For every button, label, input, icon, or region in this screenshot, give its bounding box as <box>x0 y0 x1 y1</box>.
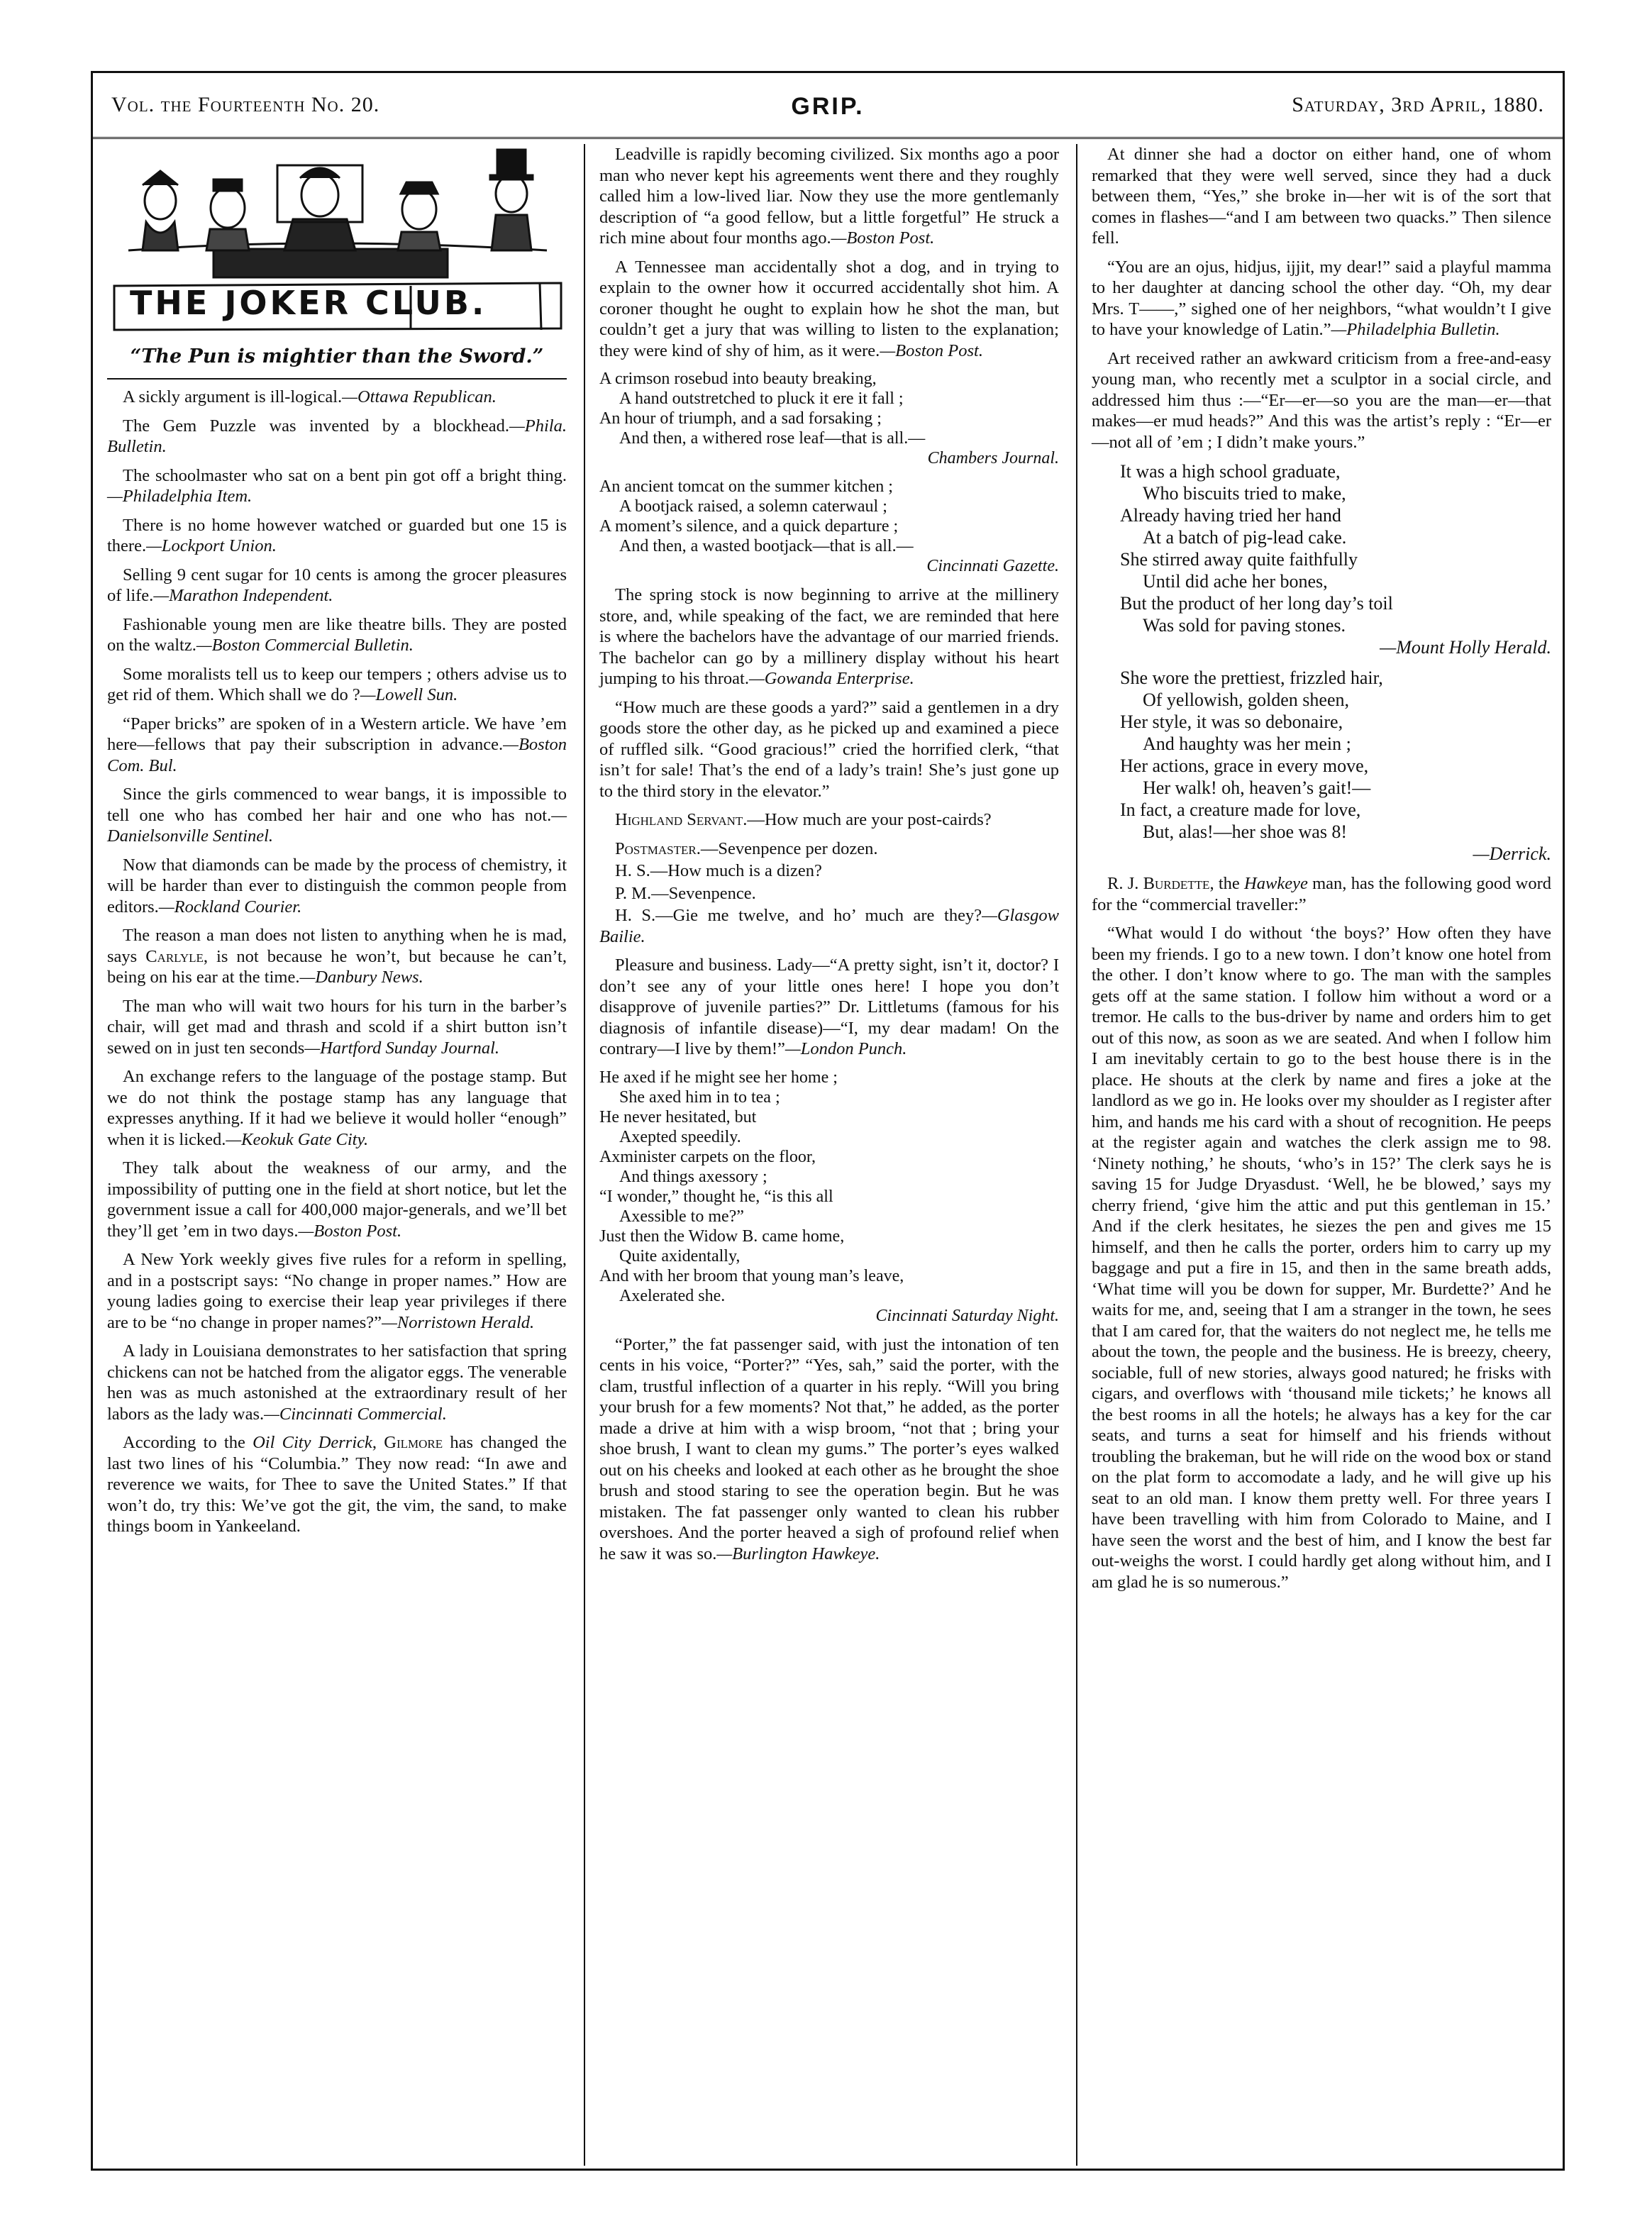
item-source: —Phila. Bulletin. <box>107 416 567 456</box>
item-source: —Gowanda Enterprise. <box>748 669 914 688</box>
verse-line: But the product of her long day’s toil <box>1120 593 1393 614</box>
page-header <box>93 73 1563 139</box>
verse-line: A bootjack raised, a solemn caterwaul ; <box>619 497 887 516</box>
verse-line: A crimson rosebud into beauty breaking, <box>599 370 877 388</box>
dialogue-line <box>599 838 1059 860</box>
item <box>107 1158 567 1241</box>
item-text: Selling 9 cent sugar for 10 cents is among the grocer pleasures of life. <box>107 565 567 605</box>
item <box>107 714 567 777</box>
verse-line: Axelerated she. <box>619 1286 726 1305</box>
issue-date: Saturday, 3rd April, 1880. <box>1292 93 1544 116</box>
verse-line: Axessible to me?” <box>619 1207 744 1226</box>
item-text: , the <box>1209 874 1245 893</box>
item <box>1092 348 1551 453</box>
item-name: Carlyle <box>145 946 204 966</box>
dialogue-line: H. S.—How much is a dizen? <box>615 861 822 880</box>
item <box>1092 144 1551 249</box>
verse-line: A hand outstretched to pluck it ere it fall ; <box>619 389 904 408</box>
verse-line: And haughty was her mein ; <box>1143 733 1351 754</box>
verse-line: Axepted speedily. <box>619 1127 741 1146</box>
item <box>1092 923 1551 1593</box>
column-2 <box>589 144 1069 2159</box>
verse-source: Chambers Journal. <box>927 449 1059 467</box>
verse-source: Cincinnati Gazette. <box>926 557 1059 575</box>
verse-line: Was sold for paving stones. <box>1143 615 1346 636</box>
item-name: Oil City Derrick <box>253 1433 372 1452</box>
item-text: Leadville is rapidly becoming civilized. Six months ago a poor man who never kept his agreements went there and they roughly called him a low-lived liar. Now they use the more gentlemanly description of “a good fellow, but a little forgetful” He struck a rich mine about four months ago. <box>599 145 1059 248</box>
item-text: has changed the last two lines of his “Columbia.” They now read: “In awe and reverence we waits, for Thee to save the United States.” If that won’t do, try this: We’ve got the git, the vim, the sand, to make things boom in Yankeeland. <box>107 1433 567 1536</box>
verse-line: Of yellowish, golden sheen, <box>1143 690 1350 710</box>
verse-line: Just then the Widow B. came home, <box>599 1226 845 1246</box>
item-text: —Sevenpence per dozen. <box>700 838 878 858</box>
item-source: —Lowell Sun. <box>360 685 458 704</box>
item-source: —Boston Post. <box>880 340 983 360</box>
item <box>599 257 1059 362</box>
item-text: The Gem Puzzle was invented by a blockhead. <box>123 416 509 436</box>
verse-line: Her style, it was so debonaire, <box>1120 711 1343 732</box>
item-text: The man who will wait two hours for his turn in the barber’s chair, will get mad and thrash and scold if a shirt button isn’t sewed on in just ten seconds <box>107 996 567 1058</box>
item-source: —Glasgow Bailie. <box>599 906 1059 946</box>
item-text: —How much are your post-cairds? <box>747 810 992 829</box>
verse-line: Quite axidentally, <box>619 1246 741 1266</box>
item-text: “How much are these goods a yard?” said a gentlemen in a dry goods store the other day, as he picked up and examined a piece of ruffled silk. “Good gracious!” cried the horrified clerk, “that isn’t for sale! That’s the end of a lady’s train! She’s just gone up to the third story in the elevator.” <box>599 697 1059 801</box>
verse-line: An hour of triumph, and a sad forsaking ; <box>599 409 882 428</box>
item-text: A sickly argument is ill-logical. <box>123 387 343 406</box>
item <box>107 387 567 408</box>
item-text: Some moralists tell us to keep our tempers ; others advise us to get rid of them. Which shall we do ? <box>107 664 567 704</box>
volume-number: Vol. the Fourteenth No. 20. <box>111 93 380 116</box>
item-text: Now that diamonds can be made by the process of chemistry, it will be harder than ever to distinguish the common people from editors. <box>107 855 567 917</box>
item-source: —London Punch. <box>785 1039 907 1058</box>
item <box>107 515 567 557</box>
item <box>107 565 567 607</box>
verse-line: She wore the prettiest, frizzled hair, <box>1120 668 1383 688</box>
item <box>599 1334 1059 1565</box>
item-text: “Paper bricks” are spoken of in a Western article. We have ’em here—fellows that pay their subscription in advance. <box>107 714 567 754</box>
item-text: Art received rather an awkward criticism from a free-and-easy young man, who recently met a sculptor in a social circle, and addressed him thus :—“Er—er—so you are the man—er—that makes—er mud heads?” And this was the artist’s reply : “Er—er—not all of ’em ; I didn’t make yours.” <box>1092 348 1551 452</box>
verse <box>1120 667 1551 865</box>
item-name: R. J. Burdette <box>1107 874 1210 893</box>
item <box>107 465 567 507</box>
item-source: —Philadelphia Bulletin. <box>1331 320 1500 339</box>
item-text: “What would I do without ‘the boys?’ How often they have been my friends. I go to a new town. I don’t know one hotel from the other. I don’t know where to go. The man with the samples gets off at the same station. I follow him without a word or a tremor. He calls to the bus-driver by name and orders him to get out of this now, as soon as we are seated. And when I follow him I am inevitably certain to go to the best house there is in the place. He shouts at the clerk by name and fires a joke at the landlord as we go in. He looks over my shoulder as I register after him, and hands me his card with a shout of recognition. He peeps at the register again and watches the clerk assign me to 98. ‘Ninety nothing,’ he shouts, ‘who’s in 15?’ The clerk says he is saving 15 for Judge Dryasdust. ‘Well, he be blowed,’ says my cherry friend, ‘give him the attic and put this gentleman in 15.’ And if the clerk hesitates, he siezes the pen and gives me 15 himself, and then he calls the porter, orders him to carry up my baggage and put a fire in 15, and then in the same breath adds, ‘What time will you be down for supper, Mr. Burdette?’ And he waits for me, and, seeing that I am a stranger in the town, he sees that I am cared for, that the waiters do not neglect me, he tells me about the town, the people and the business. He is breezy, cheery, sociable, full of new stories, always good natured; he frisks with cigars, and overflows with ‘thousand mile tickets;’ he knows all the best rooms in all the hotels; he always has a key for the car seats, and turns a seat for himself and his friends without troubling the brakeman, but he will ride on the wood box or stand on the plat form to accomodate a lady, and he will give up his seat to an old man. I know them pretty well. For three years I have been travelling with him from Colorado to Maine, and I have seen the worst and the best of him, and I know the best far out-weighs the worst. I could hardly get along without him, and I am glad he is so numerous.” <box>1092 924 1551 1592</box>
item-text: A lady in Louisiana demonstrates to her satisfaction that spring chickens can not be hatched from the aligator eggs. The venerable hen was as much astonished at the extraordinary result of her labors as the lady was. <box>107 1341 567 1424</box>
item-text: According to the <box>123 1433 253 1452</box>
dialogue-line: P. M.—Sevenpence. <box>615 883 756 903</box>
verse-line: And then, a wasted bootjack—that is all.— <box>619 537 914 555</box>
item <box>599 144 1059 249</box>
dialogue-line <box>599 905 1059 947</box>
item <box>107 614 567 656</box>
item-text: “Porter,” the fat passenger said, with just the intonation of ten cents in his voice, “Porter?” “Yes, sah,” said the porter, with the clam, trustful inflection of a quarter in his reply. “Will you bring your brush for a few moments? Not that,” he added, as the porter made a drive at him with a wisp broom, “not that ; bring your shoe brush, I want to clean my gums.” The porter’s eyes walked out on his cheeks and looked at each other as he brought the shoe brush and stood staring to see the operation begin. But he was mistaken. The fat passenger only wanted to clean his rubber overshoes. And the porter heaved a sigh of profound relief when he saw it was so. <box>599 1334 1059 1563</box>
item-text: “You are an ojus, hidjus, ijjit, my dear!” said a playful mamma to her daughter at dancing school the other day. “Oh, my dear Mrs. T——,” sighed one of her neighbors, “what wouldn’t I give to have your knowledge of Latin.” <box>1092 257 1551 339</box>
item-source: —Cincinnati Commercial. <box>264 1404 447 1424</box>
item-source: —Boston Post. <box>831 228 935 248</box>
item-source: —Norristown Herald. <box>382 1312 535 1332</box>
joker-club-masthead <box>107 144 567 380</box>
verse-line: Already having tried her hand <box>1120 505 1341 526</box>
item-source: —Marathon Independent. <box>153 586 333 605</box>
verse <box>599 1068 1059 1326</box>
item-text: An exchange refers to the language of the postage stamp. But we do not think the postage stamp has any language that expresses anything. If it had we believe it would holler “enough” when it is licked. <box>107 1067 567 1149</box>
item <box>107 925 567 988</box>
item <box>107 1341 567 1424</box>
item-source: —Danielsonville Sentinel. <box>107 805 567 846</box>
item <box>599 955 1059 1060</box>
column-3 <box>1082 144 1561 2159</box>
item-text: A New York weekly gives five rules for a reform in spelling, and in a postscript says: “No change in proper names.” How are young ladies going to exercise their leap year privileges if there are to be “no change in proper names?” <box>107 1250 567 1332</box>
verse <box>1120 460 1551 658</box>
verse-line: He axed if he might see her home ; <box>599 1068 838 1087</box>
item-text: They talk about the weakness of our army, and the impossibility of putting one in the field at short notice, but let the government issue a call for 400,000 major-generals, and we’ll bet they’ll get ’em in two days. <box>107 1158 567 1241</box>
item-text: There is no home however watched or guarded but one 15 is there. <box>107 515 567 555</box>
item <box>107 784 567 847</box>
item-text: Pleasure and business. Lady—“A pretty sight, isn’t it, doctor? I don’t see any of your little ones here! I hope you don’t disapprove of juvenile parties?” Dr. Littletums (famous for his diagnosis of infantile disease)—“I, my dear madam! On the contrary—I live by them!” <box>599 956 1059 1058</box>
item-text: A Tennessee man accidentally shot a dog, and in trying to explain to the owner how it occurred accidentally shot him. A coroner thought he ought to explain how he shot the man, but couldn’t get a jury that was willing to listen to the explanation; they were kind of shy of him, as it were. <box>599 257 1059 360</box>
item <box>107 1432 567 1537</box>
item-source: —Boston Post. <box>298 1221 402 1241</box>
verse-line: He never hesitated, but <box>599 1107 757 1126</box>
verse-source: —Mount Holly Herald. <box>1380 637 1551 658</box>
speaker: Postmaster. <box>615 838 701 858</box>
verse-line: Axminister carpets on the floor, <box>599 1147 816 1166</box>
item-source: —Rockland Courier. <box>158 897 302 917</box>
item-source: —Ottawa Republican. <box>342 387 497 406</box>
publication-title: GRIP. <box>791 93 865 120</box>
column-rule <box>1076 144 1077 2166</box>
item <box>599 697 1059 802</box>
item <box>107 664 567 706</box>
item-text: At dinner she had a doctor on either hand, one of whom remarked that they were well served, since they had a duck between them, “Yes,” she broke in—her wit is of the sort that comes in flashes—“and I am between two quacks.” Then silence fell. <box>1092 145 1551 248</box>
item-name: Gilmore <box>384 1433 443 1452</box>
item-text: The reason a man does not listen to anything when he is mad, says <box>107 926 567 966</box>
verse-line: At a batch of pig-lead cake. <box>1143 527 1347 548</box>
speaker: Highland Servant. <box>615 810 748 829</box>
item <box>107 1066 567 1150</box>
item <box>1092 873 1551 915</box>
item <box>107 416 567 458</box>
dialogue-line <box>599 809 1059 831</box>
item-text: man, has the following good word for the “commercial traveller:” <box>1092 874 1551 914</box>
verse-line: And things axessory ; <box>619 1167 767 1186</box>
item-text: H. S.—Gie me twelve, and ho’ much are they? <box>615 906 982 925</box>
verse-line: An ancient tomcat on the summer kitchen ; <box>599 477 893 496</box>
verse-line: But, alas!—her shoe was 8! <box>1143 821 1348 842</box>
item-text: , is not because he won’t, but because he can’t, being on his ear at the time. <box>107 946 567 987</box>
verse-line: She axed him in to tea ; <box>619 1087 780 1107</box>
item-text: , <box>372 1433 384 1452</box>
verse-line: Until did ache her bones, <box>1143 571 1328 592</box>
item-source: —Burlington Hawkeye. <box>716 1544 880 1563</box>
item-text: Since the girls commenced to wear bangs, it is impossible to tell one who has combed her hair and one who has not. <box>107 785 567 825</box>
item-source: —Boston Com. Bul. <box>107 735 567 775</box>
item <box>1092 257 1551 340</box>
verse-line: And then, a withered rose leaf—that is all.— <box>619 429 926 448</box>
item-source: —Lockport Union. <box>146 536 277 555</box>
column-rule <box>584 144 585 2166</box>
item-source: —Keokuk Gate City. <box>226 1129 369 1149</box>
verse-line: Her actions, grace in every move, <box>1120 755 1369 776</box>
item-text: The spring stock is now beginning to arrive at the millinery store, and, while speaking of the fact, we are reminded that here is where the bachelors have the advantage of our married friends. The bachelor can go by a millinery display without his heart jumping to his throat. <box>599 585 1059 688</box>
item-source: —Boston Commercial Bulletin. <box>196 636 414 655</box>
item-name: Hawkeye <box>1244 874 1308 893</box>
item-source: —Danbury News. <box>299 968 423 987</box>
item <box>107 855 567 918</box>
verse <box>599 369 1059 468</box>
item <box>599 585 1059 690</box>
column-1 <box>97 144 577 2159</box>
verse-line: A moment’s silence, and a quick departure ; <box>599 517 899 536</box>
verse-line: In fact, a creature made for love, <box>1120 799 1361 820</box>
verse-line: “I wonder,” thought he, “is this all <box>599 1187 833 1206</box>
verse-line: And with her broom that young man’s leave, <box>599 1266 904 1285</box>
verse-source: —Derrick. <box>1473 843 1551 864</box>
item <box>107 1249 567 1333</box>
verse-source: Cincinnati Saturday Night. <box>875 1306 1059 1325</box>
item-source: —Philadelphia Item. <box>107 487 253 506</box>
verse-line: She stirred away quite faithfully <box>1120 549 1358 570</box>
item-source: —Hartford Sunday Journal. <box>304 1038 500 1058</box>
verse-line: It was a high school graduate, <box>1120 461 1341 482</box>
verse <box>599 477 1059 576</box>
joker-club-title: THE JOKER CLUB. <box>130 284 487 322</box>
newspaper-page <box>91 71 1565 2171</box>
verse-line: Who biscuits tried to make, <box>1143 483 1346 504</box>
item-text: Fashionable young men are like theatre bills. They are posted on the waltz. <box>107 614 567 655</box>
joker-club-motto: “The Pun is mightier than the Sword.” <box>130 345 544 367</box>
item-text: The schoolmaster who sat on a bent pin got off a bright thing. <box>123 465 567 485</box>
item <box>107 996 567 1059</box>
verse-line: Her walk! oh, heaven’s gait!— <box>1143 777 1371 798</box>
